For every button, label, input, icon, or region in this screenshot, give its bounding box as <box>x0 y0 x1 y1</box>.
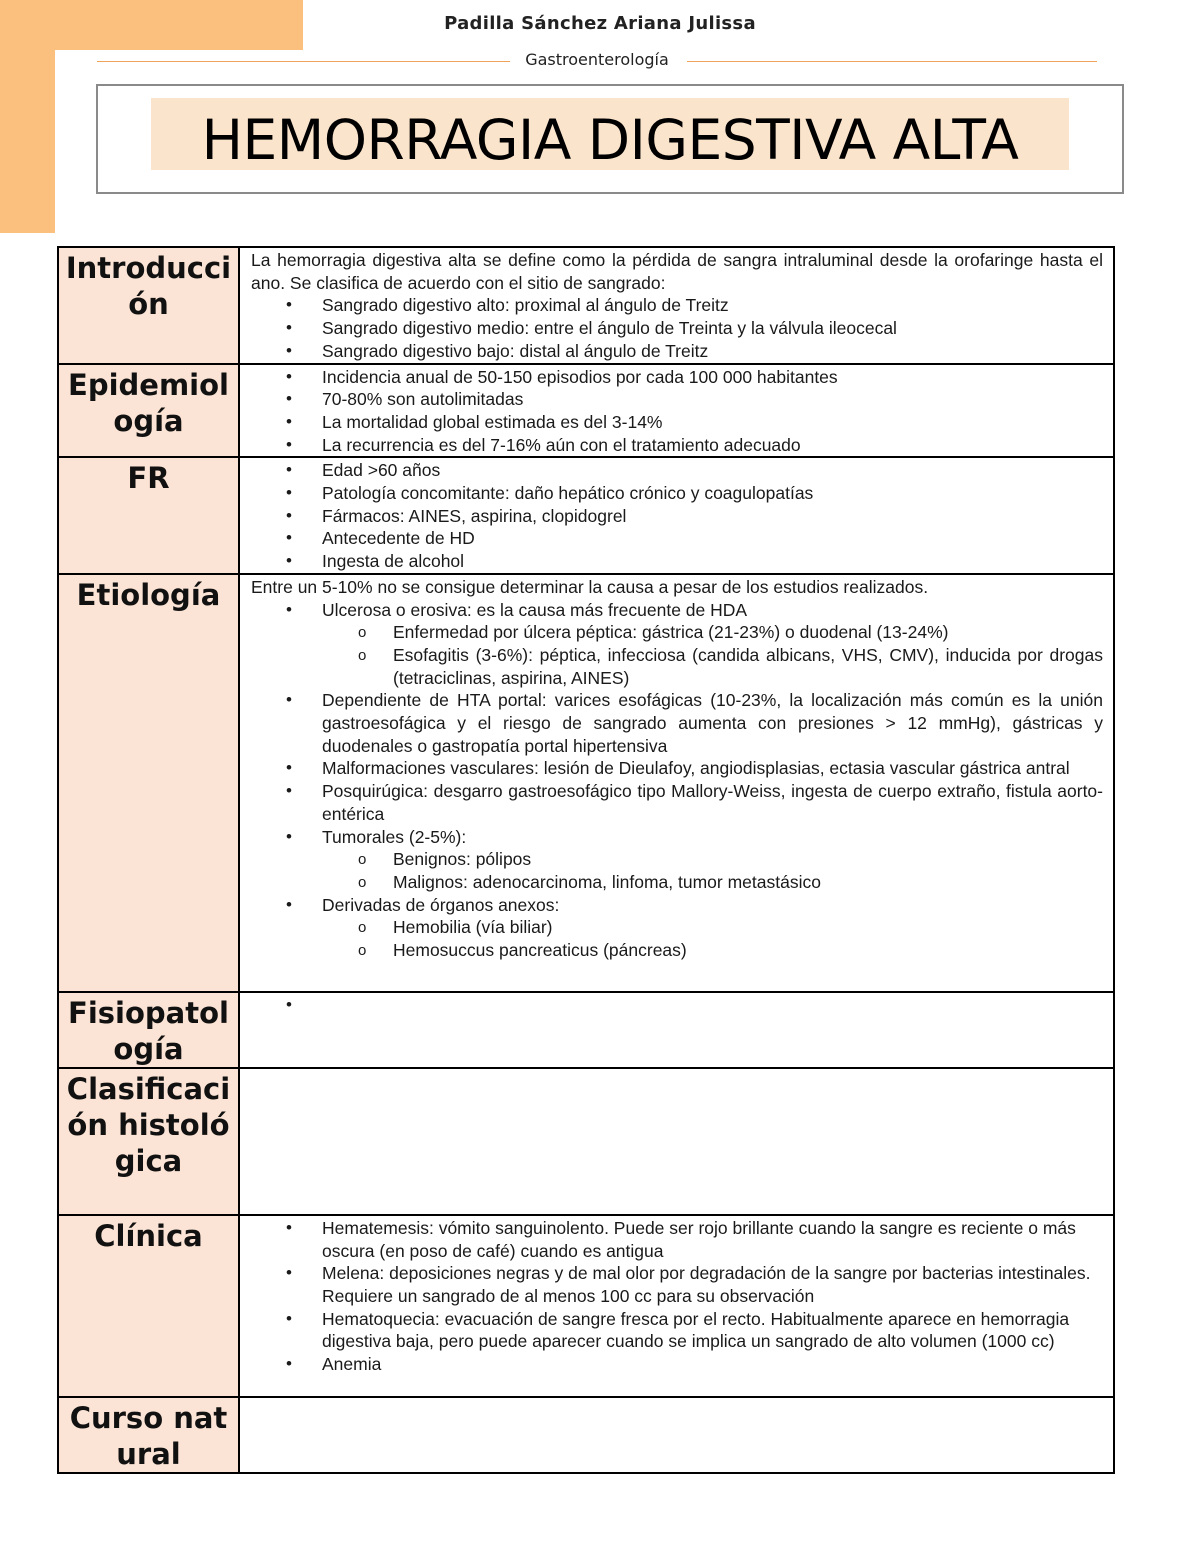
epi-list <box>251 366 1103 457</box>
row-etiologia <box>58 574 1114 992</box>
list-item: • Edad >60 años <box>322 459 1103 482</box>
sublist-item: o Benignos: pólipos <box>393 848 1103 871</box>
row-clinica <box>58 1215 1114 1397</box>
list-item: • Hematoquecia: evacuación de sangre fresca por el recto. Habitualmente aparece en hemorragia digestiva baja, pero puede aparecer cuando se implica un sangrado de alto volumen (1000 cc) <box>322 1308 1103 1353</box>
row-content <box>239 1068 1114 1215</box>
list-item: • Melena: deposiciones negras y de mal olor por degradación de la sangre por bacterias intestinales. Requiere un sangrado de al menos 100 cc para su observación <box>322 1262 1103 1307</box>
list-item <box>322 994 1103 1016</box>
subject-row <box>97 50 1097 72</box>
list-item <box>322 894 1103 962</box>
row-label: Introducción <box>58 247 239 364</box>
sublist-item: o Hemosuccus pancreaticus (páncreas) <box>393 939 1103 962</box>
list-item: • Sangrado digestivo medio: entre el ángulo de Treinta y la válvula ileocecal <box>322 317 1103 340</box>
row-label: Fisiopatología <box>58 992 239 1068</box>
list-item: • Dependiente de HTA portal: varices esofágicas (10-23%, la localización más común es la unión gastroesofágica y el riesgo de sangrado aumenta con presiones > 12 mmHg), gástricas y duodenales o gastropatía portal hipertensiva <box>322 689 1103 757</box>
etio-anexos-sublist <box>322 916 1103 961</box>
row-fisiopatologia <box>58 992 1114 1068</box>
intro-list <box>251 294 1103 362</box>
etio-tumorales: Tumorales (2-5%): <box>322 826 467 847</box>
row-label: Curso natural <box>58 1397 239 1473</box>
list-item: • Patología concomitante: daño hepático crónico y coagulopatías <box>322 482 1103 505</box>
list-item: • Posquirúgica: desgarro gastroesofágico tipo Mallory-Weiss, ingesta de cuerpo extraño, fistula aorto-entérica <box>322 780 1103 825</box>
row-label: FR <box>58 457 239 574</box>
row-content <box>239 457 1114 574</box>
corner-decoration-side <box>0 0 55 233</box>
sublist-item: o Enfermedad por úlcera péptica: gástrica (21-23%) o duodenal (13-24%) <box>393 621 1103 644</box>
list-item <box>322 599 1103 690</box>
row-content <box>239 1215 1114 1397</box>
list-item: • Sangrado digestivo bajo: distal al ángulo de Treitz <box>322 340 1103 363</box>
fr-list <box>251 459 1103 573</box>
sublist-item: o Hemobilia (vía biliar) <box>393 916 1103 939</box>
summary-table <box>57 246 1115 1474</box>
list-item: • La recurrencia es del 7-16% aún con el tratamiento adecuado <box>322 434 1103 457</box>
list-item: • Fármacos: AINES, aspirina, clopidogrel <box>322 505 1103 528</box>
etio-ulcerosa-sublist <box>322 621 1103 689</box>
subject-divider-right <box>687 61 1097 62</box>
list-item: • Anemia <box>322 1353 1103 1376</box>
row-epidemiologia <box>58 364 1114 458</box>
list-item: • La mortalidad global estimada es del 3-14% <box>322 411 1103 434</box>
etio-ulcerosa: Ulcerosa o erosiva: es la causa más frecuente de HDA <box>322 599 748 620</box>
row-label: Epidemiología <box>58 364 239 458</box>
row-introduccion <box>58 247 1114 364</box>
list-item: • Ingesta de alcohol <box>322 550 1103 573</box>
row-label: Clínica <box>58 1215 239 1397</box>
row-content <box>239 364 1114 458</box>
row-curso-natural <box>58 1397 1114 1473</box>
sublist-item: o Esofagitis (3-6%): péptica, infecciosa (candida albicans, VHS, CMV), inducida por drogas (tetraciclinas, aspirina, AINES) <box>393 644 1103 689</box>
list-item <box>322 826 1103 894</box>
row-content <box>239 574 1114 992</box>
row-label: Clasificación histológica <box>58 1068 239 1215</box>
title-box <box>96 84 1124 194</box>
author-name: Padilla Sánchez Ariana Julissa <box>444 13 756 34</box>
list-item: • Antecedente de HD <box>322 527 1103 550</box>
subject-label: Gastroenterología <box>525 50 669 69</box>
list-item: • 70-80% son autolimitadas <box>322 388 1103 411</box>
row-fr <box>58 457 1114 574</box>
intro-text: La hemorragia digestiva alta se define como la pérdida de sangra intraluminal desde la orofaringe hasta el ano. Se clasifica de acuerdo con el sitio de sangrado: <box>251 250 1103 293</box>
row-content <box>239 1397 1114 1473</box>
list-item: • Malformaciones vasculares: lesión de Dieulafoy, angiodisplasias, ectasia vascular gástrica antral <box>322 757 1103 780</box>
list-item: • Incidencia anual de 50-150 episodios por cada 100 000 habitantes <box>322 366 1103 389</box>
etio-text: Entre un 5-10% no se consigue determinar la causa a pesar de los estudios realizados. <box>251 576 929 597</box>
sublist-item: o Malignos: adenocarcinoma, linfoma, tumor metastásico <box>393 871 1103 894</box>
row-content <box>239 992 1114 1068</box>
list-item: • Hematemesis: vómito sanguinolento. Puede ser rojo brillante cuando la sangre es reciente o más oscura (en poso de café) cuando es antigua <box>322 1217 1103 1262</box>
etio-tumorales-sublist <box>322 848 1103 893</box>
row-clasificacion <box>58 1068 1114 1215</box>
list-item: • Sangrado digestivo alto: proximal al ángulo de Treitz <box>322 294 1103 317</box>
etio-list <box>251 599 1103 962</box>
page-title: HEMORRAGIA DIGESTIVA ALTA <box>201 108 1019 172</box>
row-label: Etiología <box>58 574 239 992</box>
row-content <box>239 247 1114 364</box>
etio-anexos: Derivadas de órganos anexos: <box>322 894 560 915</box>
fisio-list <box>251 994 1103 1016</box>
clinica-list <box>251 1217 1103 1376</box>
